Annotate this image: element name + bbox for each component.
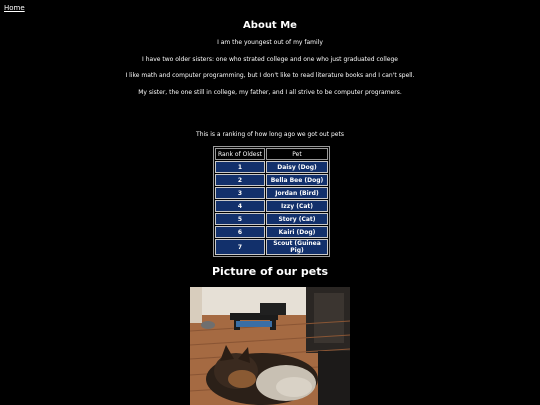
table-row	[215, 200, 328, 212]
table-row	[215, 174, 328, 186]
rank-cell: 3	[215, 187, 265, 199]
pet-ranking-table	[213, 146, 330, 257]
rank-cell: 7	[215, 239, 265, 255]
table-row	[215, 213, 328, 225]
rank-cell: 2	[215, 174, 265, 186]
table-header-row	[215, 148, 328, 160]
pets-section-title: Picture of our pets	[211, 265, 329, 278]
column-header-rank: Rank of Oldest	[215, 148, 265, 160]
pet-cell: Story (Cat)	[266, 213, 328, 225]
rank-cell: 1	[215, 161, 265, 173]
about-paragraph-1: I am the youngest out of my family	[217, 39, 323, 46]
pet-cell: Daisy (Dog)	[266, 161, 328, 173]
pets-photo	[190, 287, 350, 405]
rank-cell: 4	[215, 200, 265, 212]
table-row	[215, 239, 328, 255]
pets-photo-illustration	[190, 287, 350, 405]
about-paragraph-3: I like math and computer programming, but I don't like to read literature books and I can't spell.	[125, 72, 415, 79]
pet-cell: Bella Bee (Dog)	[266, 174, 328, 186]
pet-cell: Kairi (Dog)	[266, 226, 328, 238]
page-title: About Me	[243, 20, 297, 31]
table-row	[215, 226, 328, 238]
table-row	[215, 187, 328, 199]
column-header-pet: Pet	[266, 148, 328, 160]
about-paragraph-4: My sister, the one still in college, my father, and I all strive to be computer programers.	[138, 89, 402, 96]
table-row	[215, 161, 328, 173]
home-link[interactable]: Home	[4, 4, 25, 12]
ranking-intro: This is a ranking of how long ago we got out pets	[196, 131, 344, 138]
pet-cell: Izzy (Cat)	[266, 200, 328, 212]
pet-cell: Jordan (Bird)	[266, 187, 328, 199]
rank-cell: 6	[215, 226, 265, 238]
about-paragraph-2: I have two older sisters: one who strated college and one who just graduated college	[142, 56, 398, 63]
rank-cell: 5	[215, 213, 265, 225]
pet-cell: Scout (Guinea Pig)	[266, 239, 328, 255]
